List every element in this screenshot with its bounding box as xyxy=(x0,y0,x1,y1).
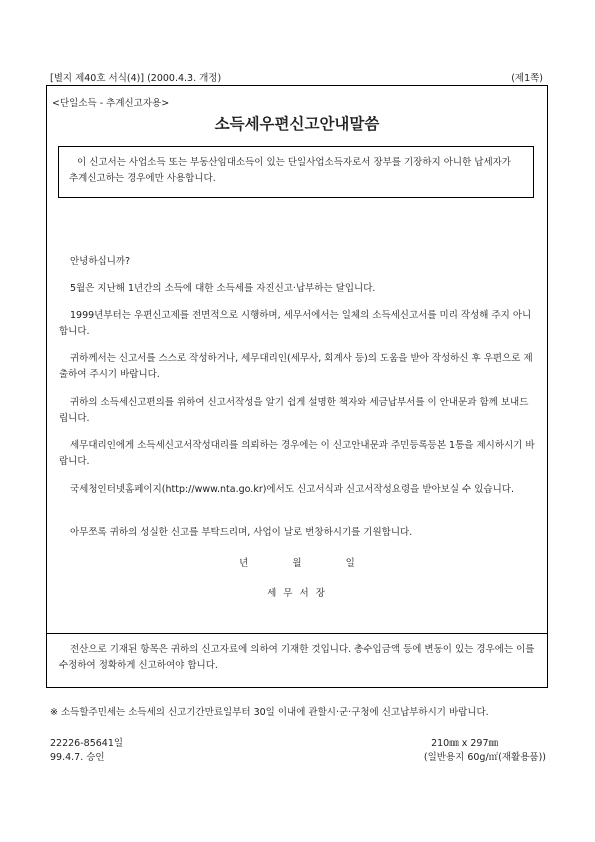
approval-date: 99.4.7. 승인 xyxy=(50,752,105,763)
document-frame xyxy=(46,85,548,688)
paragraph: 아무쪼록 귀하의 성실한 신고를 부탁드리며, 사업이 날로 번창하시기를 기원합니다. xyxy=(70,527,413,538)
paper-spec: (일반용지 60g/㎡(재활용품)) xyxy=(423,752,546,763)
form-meta-row-1 xyxy=(50,735,546,749)
paragraph: 1999년부터는 우편신고제를 전면적으로 시행하며, 세무서에서는 일체의 소득세신고서를 미리 작성해 주지 아니합니다. xyxy=(59,310,532,337)
document-title: 소득세우편신고안내말씀 xyxy=(214,115,380,133)
form-reference: [별지 제40호 서식(4)] (2000.4.3. 개정) xyxy=(50,73,222,84)
document-subtype: <단일소득 - 추계신고자용> xyxy=(52,98,170,109)
date-year-label: 년 xyxy=(239,558,249,569)
paragraph: 귀하께서는 신고서를 스스로 작성하거나, 세무대리인(세무사, 회계사 등)의 도움을 받아 작성하신 후 우편으로 제출하여 주시기 바랍니다. xyxy=(59,353,533,380)
paragraph: 5월은 지난해 1년간의 소득에 대한 소득세를 자진신고·납부하는 달입니다. xyxy=(70,283,376,294)
date-month-label: 월 xyxy=(292,558,302,569)
signer: 세 무 서 장 xyxy=(267,588,327,599)
usage-notice-box: 이 신고서는 사업소득 또는 부동산임대소득이 있는 단일사업소득자로서 장부를 기장하지 아니한 납세자가 추계신고하는 경우에만 사용합니다. xyxy=(58,146,534,198)
residence-tax-note: ※ 소득할주민세는 소득세의 신고기간만료일부터 30일 이내에 관할시·군·구청에 신고납부하시기 바랍니다. xyxy=(50,707,489,718)
date-day-label: 일 xyxy=(345,558,355,569)
form-header xyxy=(50,70,545,84)
form-number: 22226-85641일 xyxy=(50,738,124,749)
date-line xyxy=(47,555,547,569)
form-meta-row-2 xyxy=(50,749,546,763)
paragraph: 세무대리인에게 소득세신고서작성대리를 의뢰하는 경우에는 이 신고안내문과 주민등록등본 1통을 제시하시기 바랍니다. xyxy=(59,440,535,467)
paper-size: 210㎜ x 297㎜ xyxy=(431,738,498,749)
greeting: 안녕하십니까? xyxy=(70,256,131,267)
page-label: (제1쪽) xyxy=(511,73,543,84)
paragraph: 귀하의 소득세신고편의를 위하여 신고서작성을 알기 쉽게 설명한 책자와 세금납부서를 이 안내문과 함께 보내드립니다. xyxy=(59,397,529,424)
footer-notice-box: 전산으로 기재된 항목은 귀하의 신고자료에 의하여 기재한 것입니다. 총수입금액 등에 변동이 있는 경우에는 이를 수정하여 정확하게 신고하여야 합니다. xyxy=(47,633,547,687)
paragraph: 국세청인터넷홈페이지(http://www.nta.go.kr)에서도 신고서식과 신고서작성요령을 받아보실 수 있습니다. xyxy=(70,484,514,495)
